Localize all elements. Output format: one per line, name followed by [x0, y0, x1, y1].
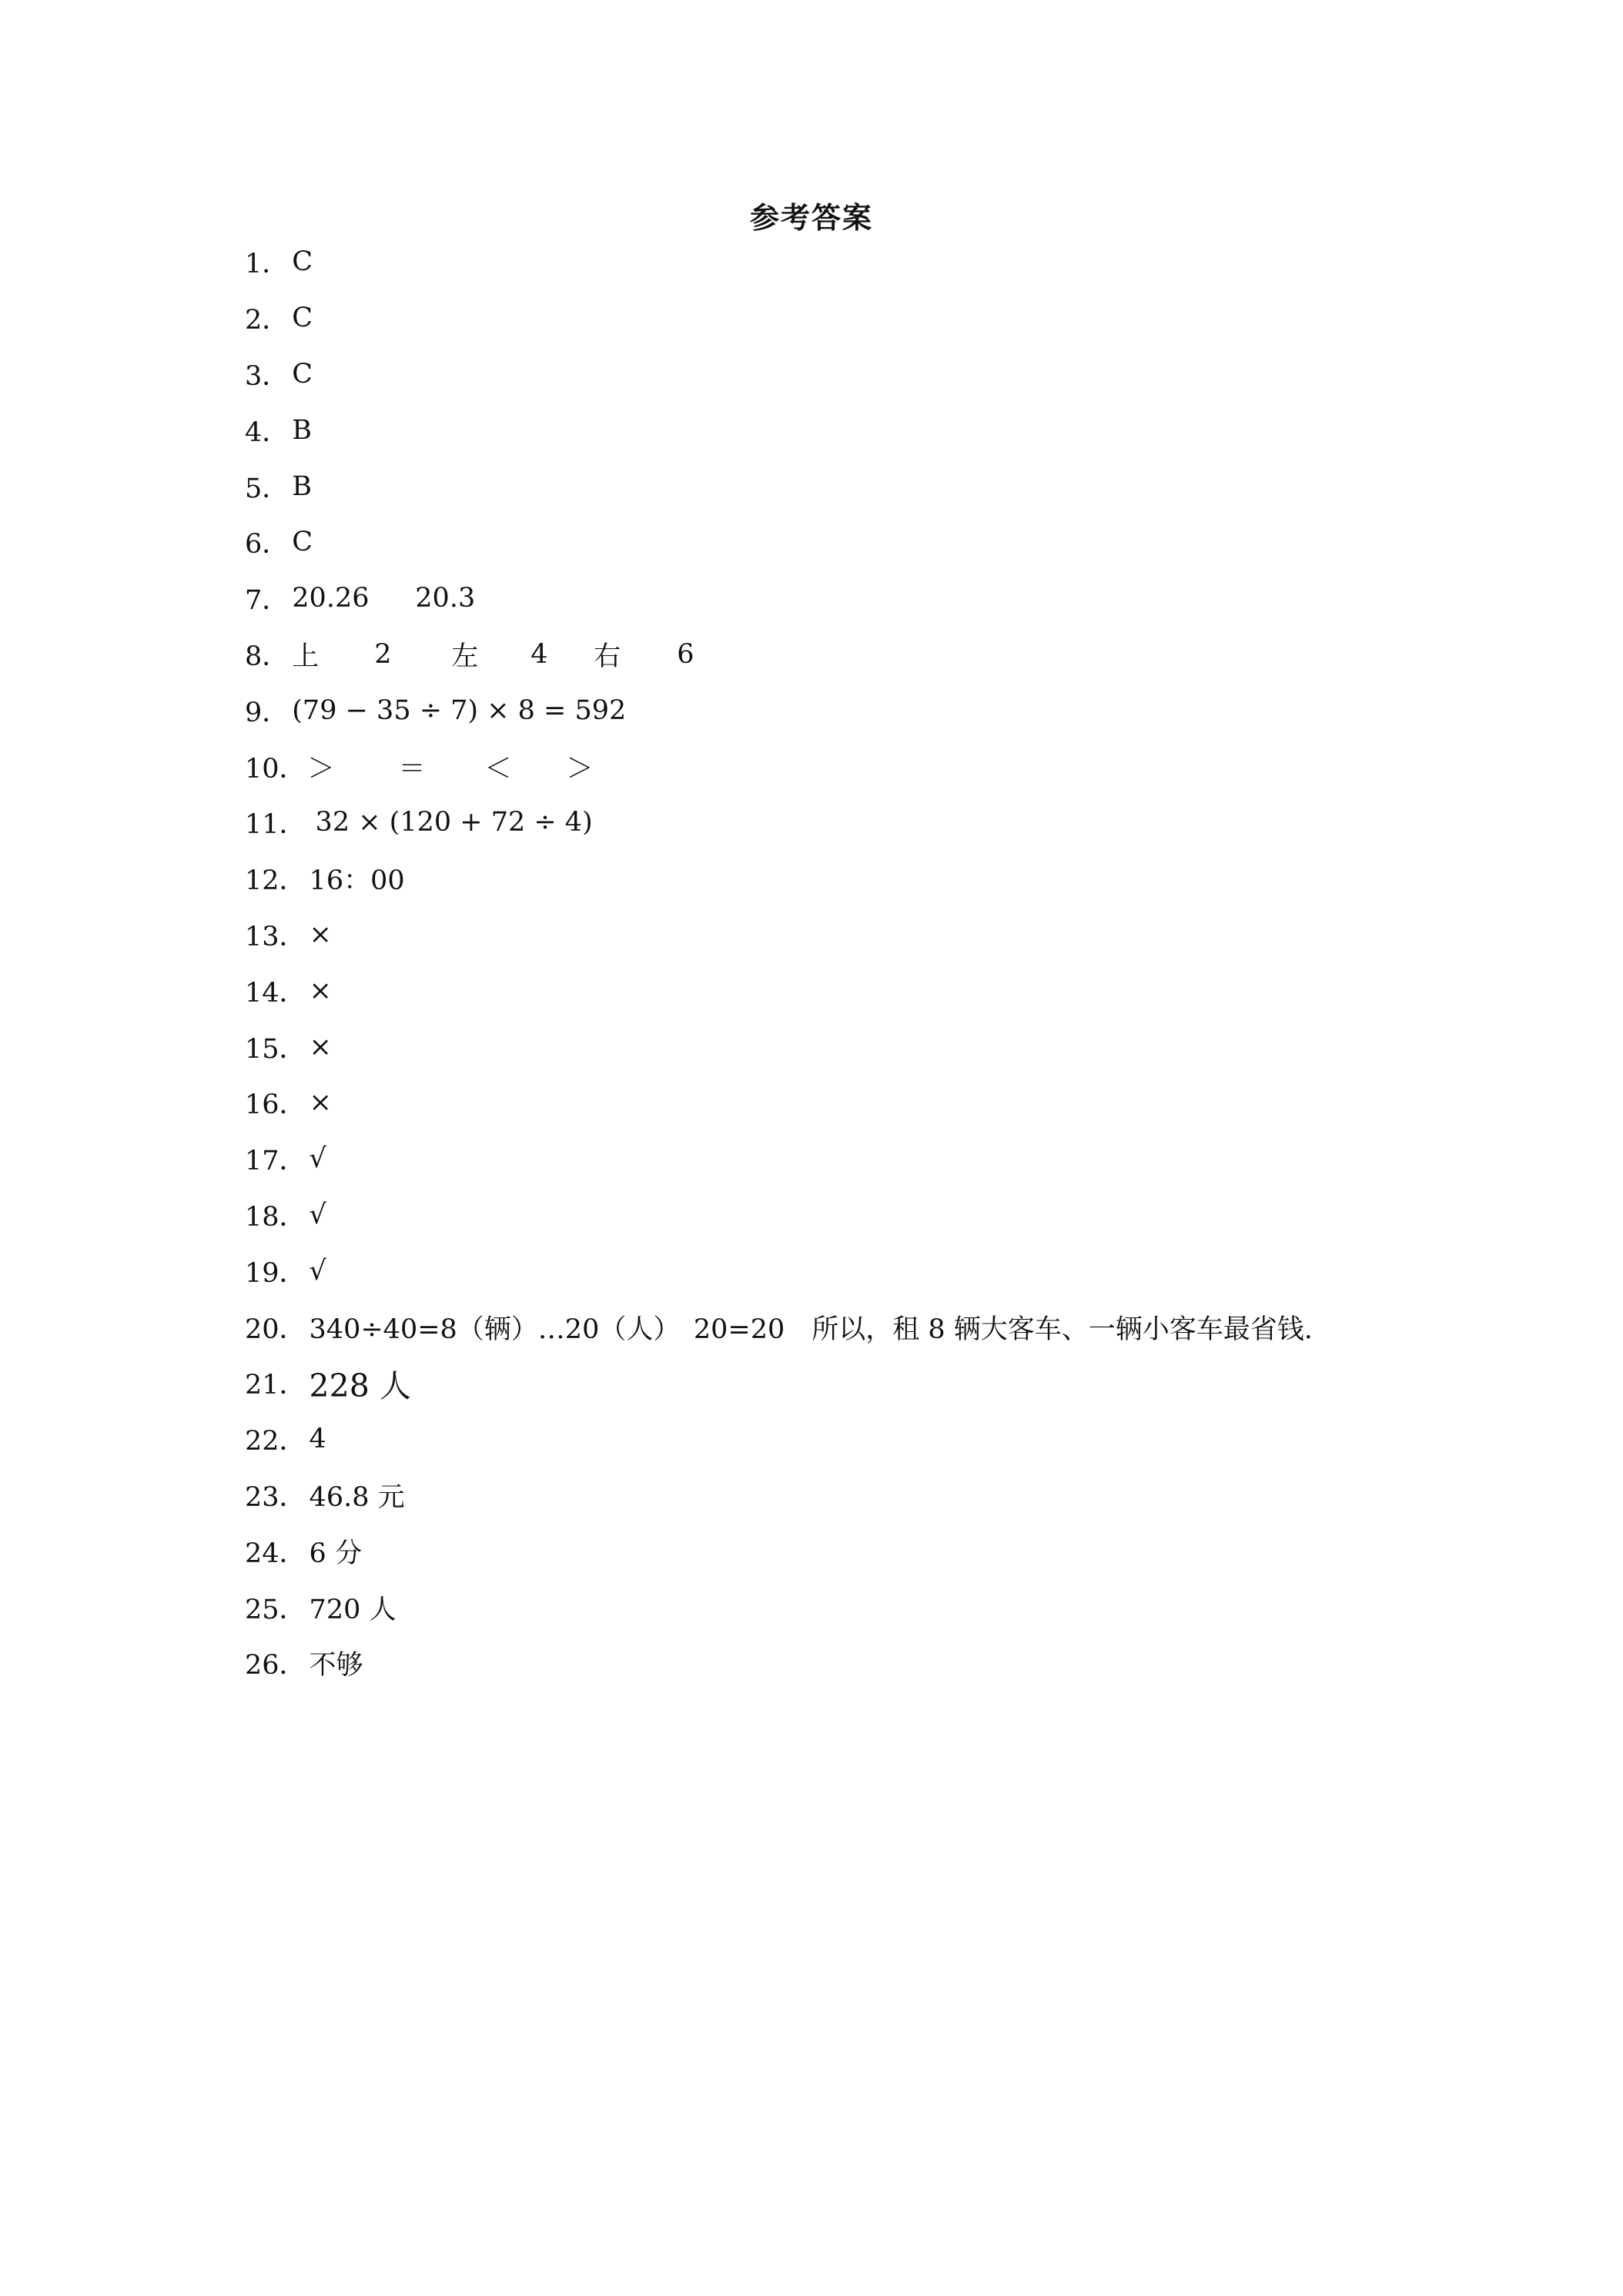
answer-text: ×	[309, 975, 332, 1006]
answer-text: 6 分	[309, 1538, 362, 1569]
answer-text: ×	[309, 1087, 332, 1119]
answer-number: 16．	[245, 1089, 306, 1121]
answer-number: 8．	[245, 641, 289, 672]
answer-item-13	[245, 907, 1554, 963]
answer-item-20	[245, 1299, 1554, 1355]
answer-text: 228 人	[309, 1367, 411, 1404]
answer-number: 2．	[245, 305, 289, 336]
answer-item-12	[245, 851, 1554, 907]
answer-text: √	[309, 1255, 326, 1287]
answer-item-5	[245, 458, 1554, 514]
answer-blank: 20.26	[292, 583, 370, 614]
answer-number: 7．	[245, 585, 289, 617]
answer-blank: 左	[451, 641, 479, 672]
answer-text: C	[292, 303, 313, 334]
answer-item-4	[245, 402, 1554, 458]
answer-item-18	[245, 1187, 1554, 1243]
answer-blanks	[289, 635, 694, 674]
answer-text: 340÷40=8（辆）…20（人） 20=20 所以，租 8 辆大客车、一辆小客车最省钱.	[309, 1314, 1313, 1345]
answer-item-22	[245, 1411, 1554, 1468]
answer-text: 46.8 元	[309, 1481, 405, 1513]
answer-blank: 6	[677, 638, 694, 670]
answer-item-21	[245, 1355, 1554, 1411]
answer-number: 5．	[245, 473, 289, 504]
answer-blank: 右	[594, 641, 621, 672]
answer-text: C	[292, 358, 313, 390]
answer-text: C	[292, 246, 313, 278]
answer-number: 21．	[245, 1370, 306, 1401]
answer-number: 10．	[245, 753, 306, 785]
answer-blank: ＝	[398, 753, 426, 785]
answer-text: B	[292, 414, 313, 446]
answer-text: √	[309, 1143, 326, 1175]
answer-number: 25．	[245, 1594, 306, 1625]
answer-item-6	[245, 514, 1554, 571]
answer-blank: 2	[374, 638, 392, 670]
answer-item-25	[245, 1579, 1554, 1635]
answer-number: 12．	[245, 865, 306, 897]
answer-number: 26．	[245, 1650, 306, 1682]
answer-number: 23．	[245, 1481, 306, 1513]
answer-item-19	[245, 1243, 1554, 1299]
answer-number: 17．	[245, 1146, 306, 1177]
answer-text: C	[292, 527, 313, 558]
answer-item-14	[245, 962, 1554, 1019]
answer-item-11	[245, 795, 1554, 851]
answer-number: 13．	[245, 921, 306, 952]
answer-text: 720 人	[309, 1594, 397, 1625]
answer-item-10	[245, 738, 1554, 795]
answer-item-24	[245, 1523, 1554, 1579]
answer-blank: ＜	[484, 753, 512, 785]
answer-item-3	[245, 346, 1554, 403]
page-title: 参考答案	[749, 201, 873, 235]
answer-number: 24．	[245, 1538, 306, 1569]
answer-item-9	[245, 682, 1554, 738]
answer-blank: 上	[292, 641, 320, 672]
answer-number: 3．	[245, 360, 289, 392]
answer-item-23	[245, 1468, 1554, 1524]
answer-blank: ＞	[307, 753, 335, 785]
answer-blank: 4	[530, 638, 548, 670]
answer-item-17	[245, 1131, 1554, 1187]
answer-blank: ＞	[566, 753, 594, 785]
answer-item-16	[245, 1075, 1554, 1131]
answer-formula: 32 × (120 + 72 ÷ 4)	[315, 807, 593, 838]
answer-text: ×	[309, 919, 332, 950]
answer-blanks	[306, 748, 594, 786]
answer-item-26	[245, 1635, 1554, 1692]
answer-text: B	[292, 470, 313, 502]
answer-text: 16：00	[309, 865, 405, 897]
answer-number: 22．	[245, 1426, 306, 1458]
answer-text: √	[309, 1199, 326, 1230]
answer-formula: (79 − 35 ÷ 7) × 8 = 592	[292, 694, 627, 726]
answer-list	[245, 234, 1554, 1692]
answer-item-7	[245, 571, 1554, 627]
answer-text: 不够	[309, 1650, 363, 1682]
answer-number: 14．	[245, 977, 306, 1009]
answer-number: 6．	[245, 529, 289, 561]
answer-blanks	[289, 583, 475, 614]
answer-number: 18．	[245, 1201, 306, 1233]
answer-number: 19．	[245, 1257, 306, 1289]
answer-number: 4．	[245, 417, 289, 448]
answer-text: ×	[309, 1031, 332, 1063]
answer-item-8	[245, 627, 1554, 683]
answer-number: 11．	[245, 809, 306, 841]
answer-number: 1．	[245, 249, 289, 280]
answer-blank: 20.3	[415, 583, 476, 614]
answer-number: 15．	[245, 1033, 306, 1065]
answer-number: 20．	[245, 1314, 306, 1345]
answer-item-2	[245, 290, 1554, 346]
answer-item-1	[245, 234, 1554, 290]
answer-item-15	[245, 1019, 1554, 1075]
answer-text: 4	[309, 1424, 326, 1455]
answer-number: 9．	[245, 697, 289, 728]
